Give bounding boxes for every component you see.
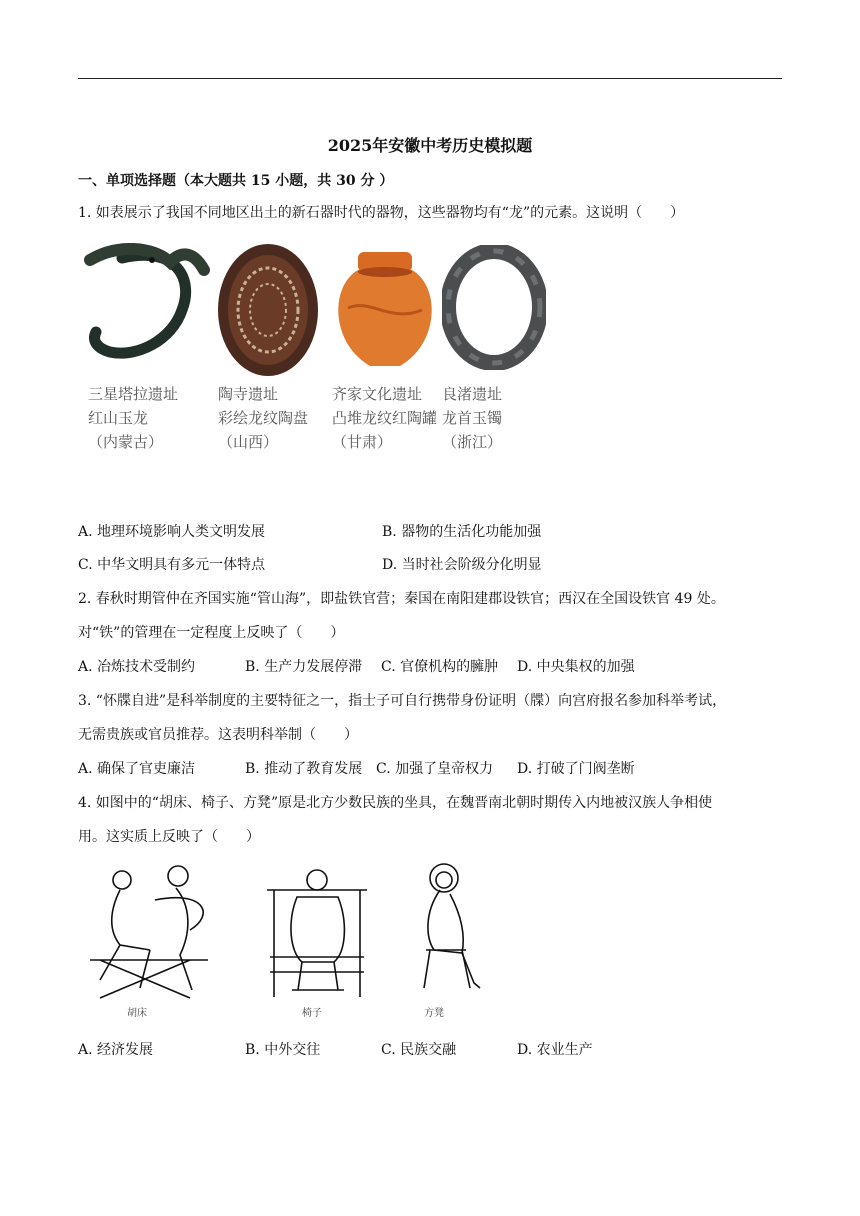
caption-line: 齐家文化遗址	[332, 385, 423, 403]
dragon-plate-image	[213, 240, 323, 380]
caption-line: 陶寺遗址	[218, 385, 279, 403]
chair-label: 椅子	[302, 1008, 322, 1019]
q4-stem-line2: 用。这实质上反映了（ ）	[78, 829, 260, 845]
q3-option-a[interactable]: A. 确保了官吏廉洁	[78, 761, 196, 777]
caption-line: （山西）	[218, 433, 279, 451]
q1-option-d[interactable]: D. 当时社会阶级分化明显	[382, 557, 542, 573]
huchuang-drawing	[80, 860, 215, 1000]
caption-line: 红山玉龙	[88, 409, 149, 427]
stool-drawing	[404, 858, 484, 1003]
stool-label: 方凳	[424, 1008, 444, 1019]
jade-bracelet-image	[442, 245, 546, 370]
red-jar-image	[330, 248, 440, 373]
q2-option-c[interactable]: C. 官僚机构的臃肿	[381, 659, 499, 675]
huchuang-label: 胡床	[127, 1008, 147, 1019]
q1-stem: 1. 如表展示了我国不同地区出土的新石器时代的器物，这些器物均有“龙”的元素。这说明（ ）	[78, 205, 685, 221]
q1-option-c[interactable]: C. 中华文明具有多元一体特点	[78, 557, 266, 573]
q3-option-d[interactable]: D. 打破了门阀垄断	[517, 761, 635, 777]
jade-dragon-image	[82, 240, 212, 375]
q2-stem-line1: 2. 春秋时期管仲在齐国实施“管山海”，即盐铁官营；秦国在南阳建郡设铁官；西汉在全国设铁官 49 处。	[78, 591, 725, 607]
q2-option-a[interactable]: A. 冶炼技术受制约	[78, 659, 196, 675]
artifact3-caption	[332, 382, 437, 454]
q2-stem-line2: 对“铁”的管理在一定程度上反映了（ ）	[78, 625, 345, 641]
section-heading: 一、单项选择题（本大题共 15 小题，共 30 分 ）	[78, 173, 394, 189]
q1-option-a[interactable]: A. 地理环境影响人类文明发展	[78, 524, 266, 540]
q4-option-b[interactable]: B. 中外交往	[245, 1042, 321, 1058]
page-title: 2025年安徽中考历史模拟题	[327, 136, 533, 155]
caption-line: （甘肃）	[332, 433, 393, 451]
caption-line: 良渚遗址	[442, 385, 503, 403]
q2-option-d[interactable]: D. 中央集权的加强	[517, 659, 635, 675]
header-rule	[78, 78, 782, 79]
artifact4-caption	[442, 382, 502, 454]
q3-option-c[interactable]: C. 加强了皇帝权力	[376, 761, 494, 777]
q2-option-b[interactable]: B. 生产力发展停滞	[245, 659, 363, 675]
q4-option-c[interactable]: C. 民族交融	[381, 1042, 457, 1058]
q3-stem-line1: 3. “怀牒自进”是科举制度的主要特征之一，指士子可自行携带身份证明（牒）向宫府报名参加科举考试，	[78, 693, 727, 709]
q4-stem-line1: 4. 如图中的“胡床、椅子、方凳”原是北方少数民族的坐具，在魏晋南北朝时期传入内地被汉族人争相使	[78, 795, 713, 811]
chair-drawing	[262, 862, 372, 1002]
q3-stem-line2: 无需贵族或官员推荐。这表明科举制（ ）	[78, 727, 358, 743]
caption-line: 三星塔拉遗址	[88, 385, 179, 403]
artifact1-caption	[88, 382, 178, 454]
q1-option-b[interactable]: B. 器物的生活化功能加强	[382, 524, 542, 540]
q3-option-b[interactable]: B. 推动了教育发展	[245, 761, 363, 777]
q4-option-d[interactable]: D. 农业生产	[517, 1042, 593, 1058]
caption-line: （内蒙古）	[88, 433, 164, 451]
caption-line: 龙首玉镯	[442, 409, 503, 427]
q4-option-a[interactable]: A. 经济发展	[78, 1042, 154, 1058]
caption-line: 凸堆龙纹红陶罐	[332, 409, 438, 427]
caption-line: （浙江）	[442, 433, 503, 451]
artifact2-caption	[218, 382, 308, 454]
caption-line: 彩绘龙纹陶盘	[218, 409, 309, 427]
